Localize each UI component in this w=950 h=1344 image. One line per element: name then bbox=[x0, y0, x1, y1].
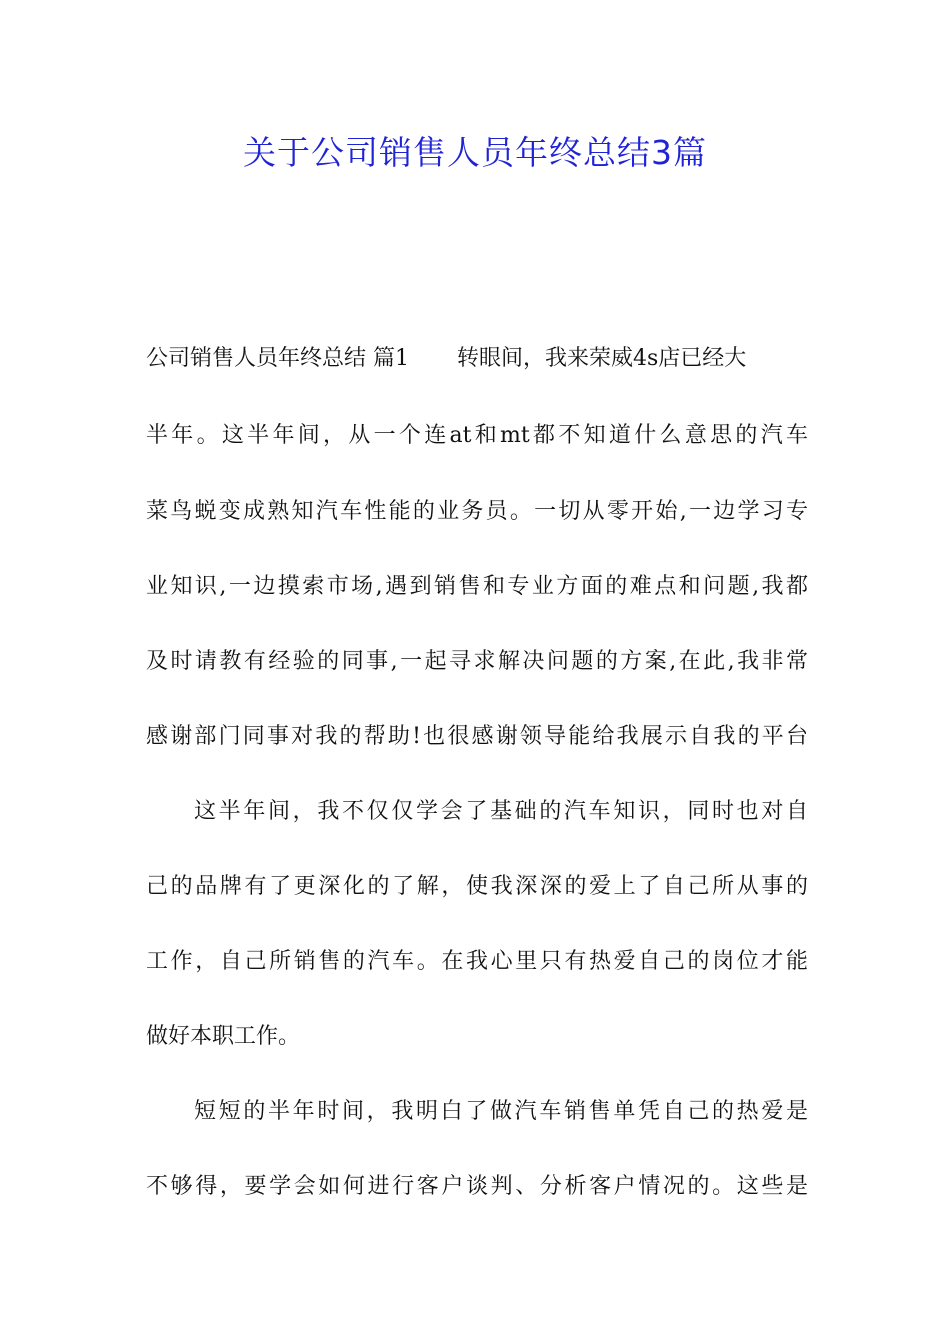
document-title: 关于公司销售人员年终总结3篇 bbox=[243, 133, 707, 172]
paragraph-line: 及时请教有经验的同事,一起寻求解决问题的方案,在此,我非常 bbox=[146, 649, 808, 674]
paragraph-line: 业知识,一边摸索市场,遇到销售和专业方面的难点和问题,我都 bbox=[146, 574, 808, 599]
paragraph-line: 不够得，要学会如何进行客户谈判、分析客户情况的。这些是 bbox=[146, 1174, 808, 1199]
paragraph-line: 菜鸟蜕变成熟知汽车性能的业务员。一切从零开始,一边学习专 bbox=[146, 499, 808, 524]
paragraph-line: 工作，自己所销售的汽车。在我心里只有热爱自己的岗位才能 bbox=[146, 949, 808, 974]
paragraph-line: 感谢部门同事对我的帮助!也很感谢领导能给我展示自我的平台 bbox=[146, 724, 808, 749]
paragraph-line: 做好本职工作。 bbox=[146, 1024, 301, 1049]
paragraph-line-text: 转眼间，我来荣威4s店已经大 bbox=[457, 346, 747, 371]
paragraph-line: 短短的半年时间，我明白了做汽车销售单凭自己的热爱是 bbox=[194, 1099, 808, 1124]
paragraph-line: 己的品牌有了更深化的了解，使我深深的爱上了自己所从事的 bbox=[146, 874, 808, 899]
paragraph-line: 半年。这半年间，从一个连at和mt都不知道什么意思的汽车 bbox=[146, 423, 808, 448]
paragraph-line bbox=[146, 339, 808, 379]
section-heading: 公司销售人员年终总结 篇1 bbox=[146, 346, 409, 371]
paragraph-line: 这半年间，我不仅仅学会了基础的汽车知识，同时也对自 bbox=[194, 799, 808, 824]
